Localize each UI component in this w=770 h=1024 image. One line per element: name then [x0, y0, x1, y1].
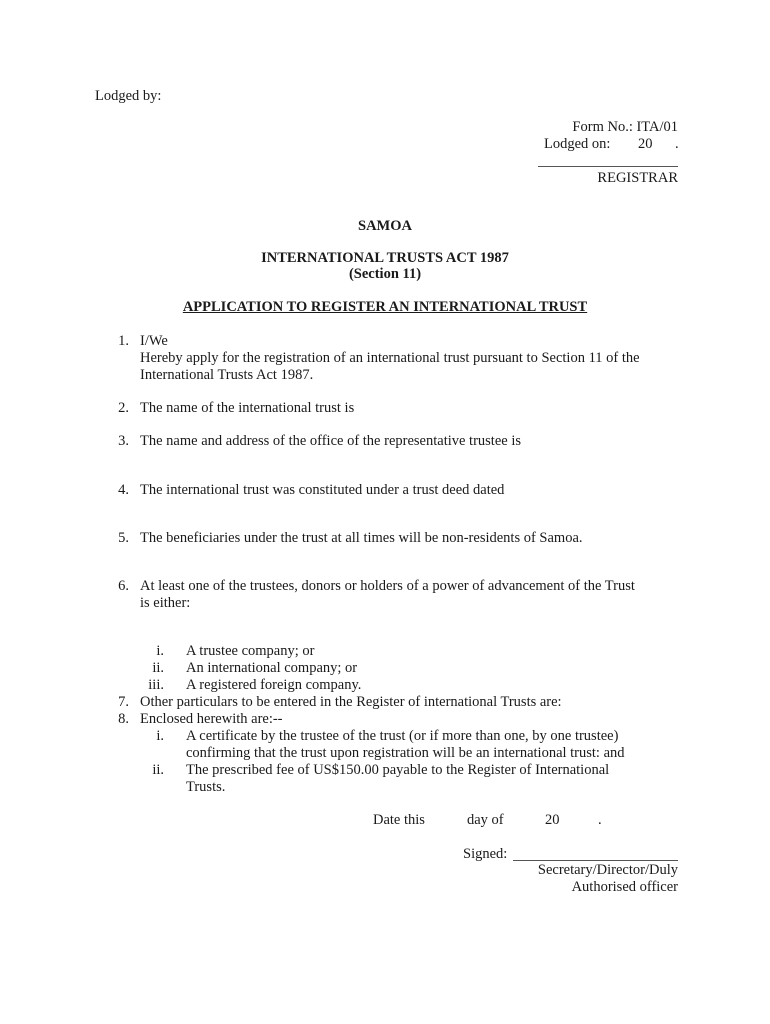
item-text: The name of the international trust is [140, 400, 355, 416]
subitem-number: i. [156, 728, 164, 744]
registrar-signature-line [538, 166, 678, 167]
signed-label: Signed: [463, 846, 508, 862]
item-text: is either: [140, 595, 191, 611]
date-this-label: Date this [373, 812, 425, 828]
form-number: Form No.: ITA/01 [572, 119, 678, 135]
subitem-number: ii. [152, 762, 164, 778]
lodged-by-label: Lodged by: [95, 88, 162, 104]
item-text: Enclosed herewith are:-- [140, 711, 283, 727]
registrar-label: REGISTRAR [597, 170, 678, 186]
item-text: Other particulars to be entered in the Register of international Trusts are: [140, 694, 562, 710]
subitem-text: An international company; or [186, 660, 358, 676]
item-text: The international trust was constituted under a trust deed dated [140, 482, 505, 498]
act-title: INTERNATIONAL TRUSTS ACT 1987 [261, 250, 509, 266]
item-text: I/We [140, 333, 168, 349]
date-year: 20 [545, 812, 560, 828]
subitem-text: A certificate by the trustee of the trust (or if more than one, by one trustee) [186, 728, 619, 744]
item-number: 5. [118, 530, 129, 546]
country-title: SAMOA [358, 218, 412, 234]
item-number: 1. [118, 333, 129, 349]
subitem-number: iii. [148, 677, 164, 693]
item-number: 6. [118, 578, 129, 594]
item-text: Hereby apply for the registration of an international trust pursuant to Section 11 of the [140, 350, 640, 366]
subitem-text: confirming that the trust upon registration will be an international trust: and [186, 745, 625, 761]
lodged-on-dot: . [675, 136, 679, 152]
subitem-number: i. [156, 643, 164, 659]
lodged-on-year: 20 [638, 136, 653, 152]
application-title: APPLICATION TO REGISTER AN INTERNATIONAL TRUST [182, 299, 588, 315]
item-text: At least one of the trustees, donors or holders of a power of advancement of the Trust [140, 578, 635, 594]
signatory-title-line1: Secretary/Director/Duly [537, 862, 678, 878]
item-text: International Trusts Act 1987. [140, 367, 314, 383]
subitem-number: ii. [152, 660, 164, 676]
signature-line [513, 860, 678, 861]
section-title: (Section 11) [348, 266, 422, 282]
item-number: 7. [118, 694, 129, 710]
day-of-label: day of [467, 812, 504, 828]
item-number: 2. [118, 400, 129, 416]
lodged-on-label-text: Lodged on: [544, 136, 611, 152]
item-number: 8. [118, 711, 129, 727]
signatory-title-line2: Authorised officer [571, 879, 678, 895]
item-text: The beneficiaries under the trust at all times will be non-residents of Samoa. [140, 530, 583, 546]
date-dot: . [598, 812, 602, 828]
subitem-text: A trustee company; or [186, 643, 315, 659]
subitem-text: The prescribed fee of US$150.00 payable to the Register of International [186, 762, 610, 778]
item-text: The name and address of the office of the representative trustee is [140, 433, 522, 449]
item-number: 4. [118, 482, 129, 498]
subitem-text: A registered foreign company. [186, 677, 362, 693]
item-number: 3. [118, 433, 129, 449]
subitem-text: Trusts. [186, 779, 226, 795]
